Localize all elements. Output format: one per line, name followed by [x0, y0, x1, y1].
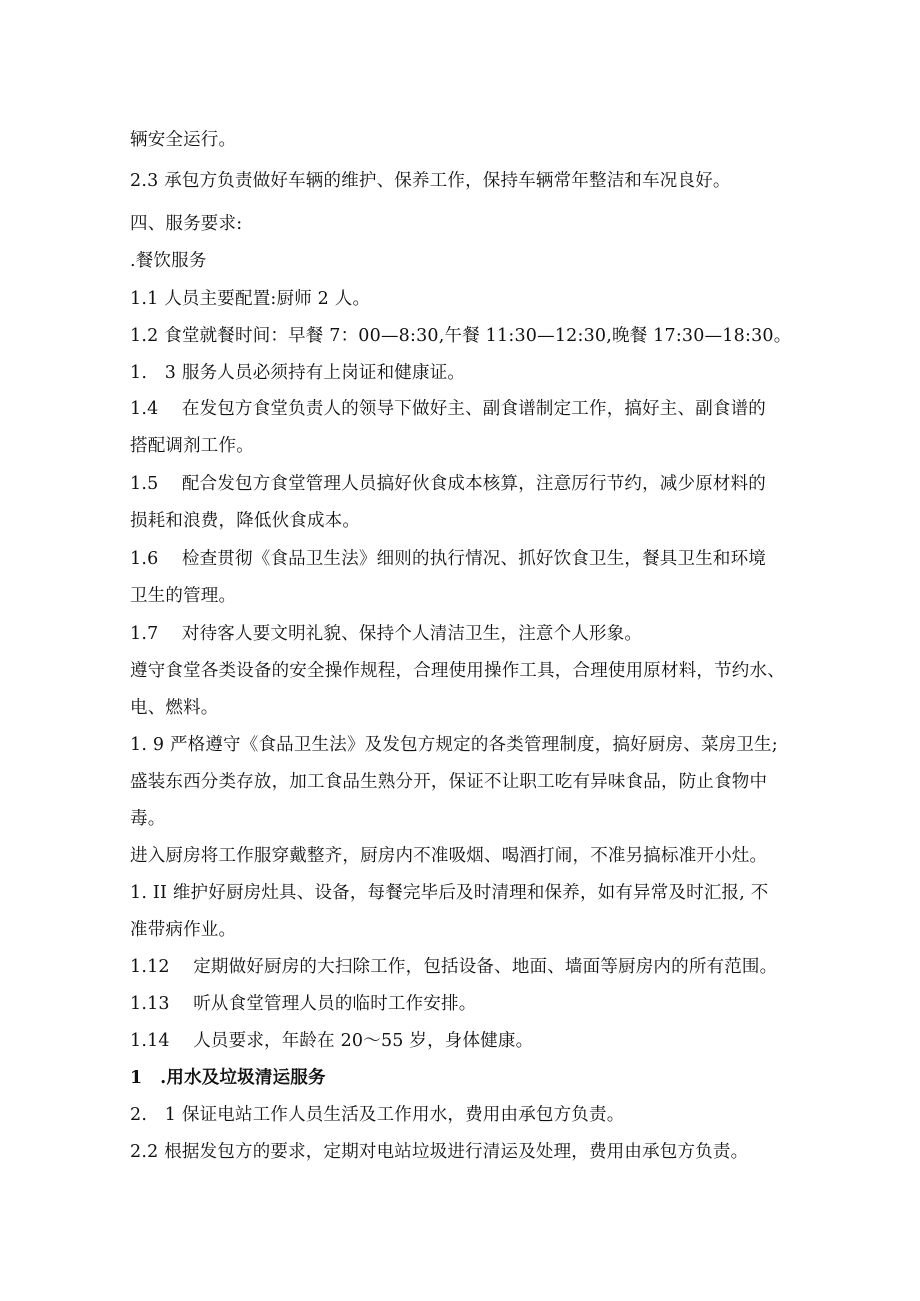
text-line: 1.6 检查贯彻《食品卫生法》细则的执行情况、抓好饮食卫生，餐具卫生和环境	[130, 549, 766, 569]
text-line: 辆安全运行。	[130, 130, 237, 150]
text-line: 盛装东西分类存放，加工食品生熟分开，保证不让职工吃有异味食品，防止食物中	[130, 772, 768, 792]
text-line: 2. 1 保证电站工作人员生活及工作用水，费用由承包方负责。	[130, 1105, 625, 1125]
text-line: 电、燃料。	[130, 698, 219, 718]
text-line: 遵守食堂各类设备的安全操作规程，合理使用操作工具，合理使用原材料，节约水、	[130, 661, 785, 681]
text-line: 1.4 在发包方食堂负责人的领导下做好主、副食谱制定工作，搞好主、副食谱的	[130, 399, 766, 419]
text-line: 1. II 维护好厨房灶具、设备，每餐完毕后及时清理和保养，如有异常及时汇报, 不	[130, 883, 769, 903]
text-line: 1.12 定期做好厨房的大扫除工作，包括设备、地面、墙面等厨房内的所有范围。	[130, 957, 778, 977]
text-line: 卫生的管理。	[130, 586, 237, 606]
text-line: 搭配调剂工作。	[130, 436, 254, 456]
text-line: 1.2 食堂就餐时间：早餐 7：00—8:30,午餐 11:30—12:30,晚餐 17:30—18:30。	[130, 326, 792, 346]
section-heading: 四、服务要求:	[130, 214, 243, 234]
subsection-heading: 1 .用水及垃圾清运服务	[130, 1068, 326, 1088]
text-line: 1.13 听从食堂管理人员的临时工作安排。	[130, 994, 477, 1014]
subsection-heading: .餐饮服务	[130, 251, 207, 271]
text-line: 准带病作业。	[130, 920, 237, 940]
text-line: 2.2 根据发包方的要求，定期对电站垃圾进行清运及处理，费用由承包方负责。	[130, 1142, 749, 1162]
text-line: 1. 3 服务人员必须持有上岗证和健康证。	[130, 363, 466, 383]
text-line: 损耗和浪费，降低伙食成本。	[130, 511, 361, 531]
text-line: 1.7 对待客人要文明礼貌、保持个人清洁卫生，注意个人形象。	[130, 624, 643, 644]
text-line: 1.14 人员要求，年龄在 20～55 岁，身体健康。	[130, 1031, 534, 1051]
text-line: 1.1 人员主要配置:厨师 2 人。	[130, 289, 371, 309]
text-line: 进入厨房将工作服穿戴整齐，厨房内不准吸烟、喝酒打闹，不准另搞标准开小灶。	[130, 846, 768, 866]
text-line: 1.5 配合发包方食堂管理人员搞好伙食成本核算，注意厉行节约，减少原材料的	[130, 474, 766, 494]
text-line: 2.3 承包方负责做好车辆的维护、保养工作，保持车辆常年整洁和车况良好。	[130, 171, 731, 191]
text-line: 毒。	[130, 809, 166, 829]
text-line: 1. 9 严格遵守《食品卫生法》及发包方规定的各类管理制度，搞好厨房、菜房卫生;	[130, 735, 778, 755]
